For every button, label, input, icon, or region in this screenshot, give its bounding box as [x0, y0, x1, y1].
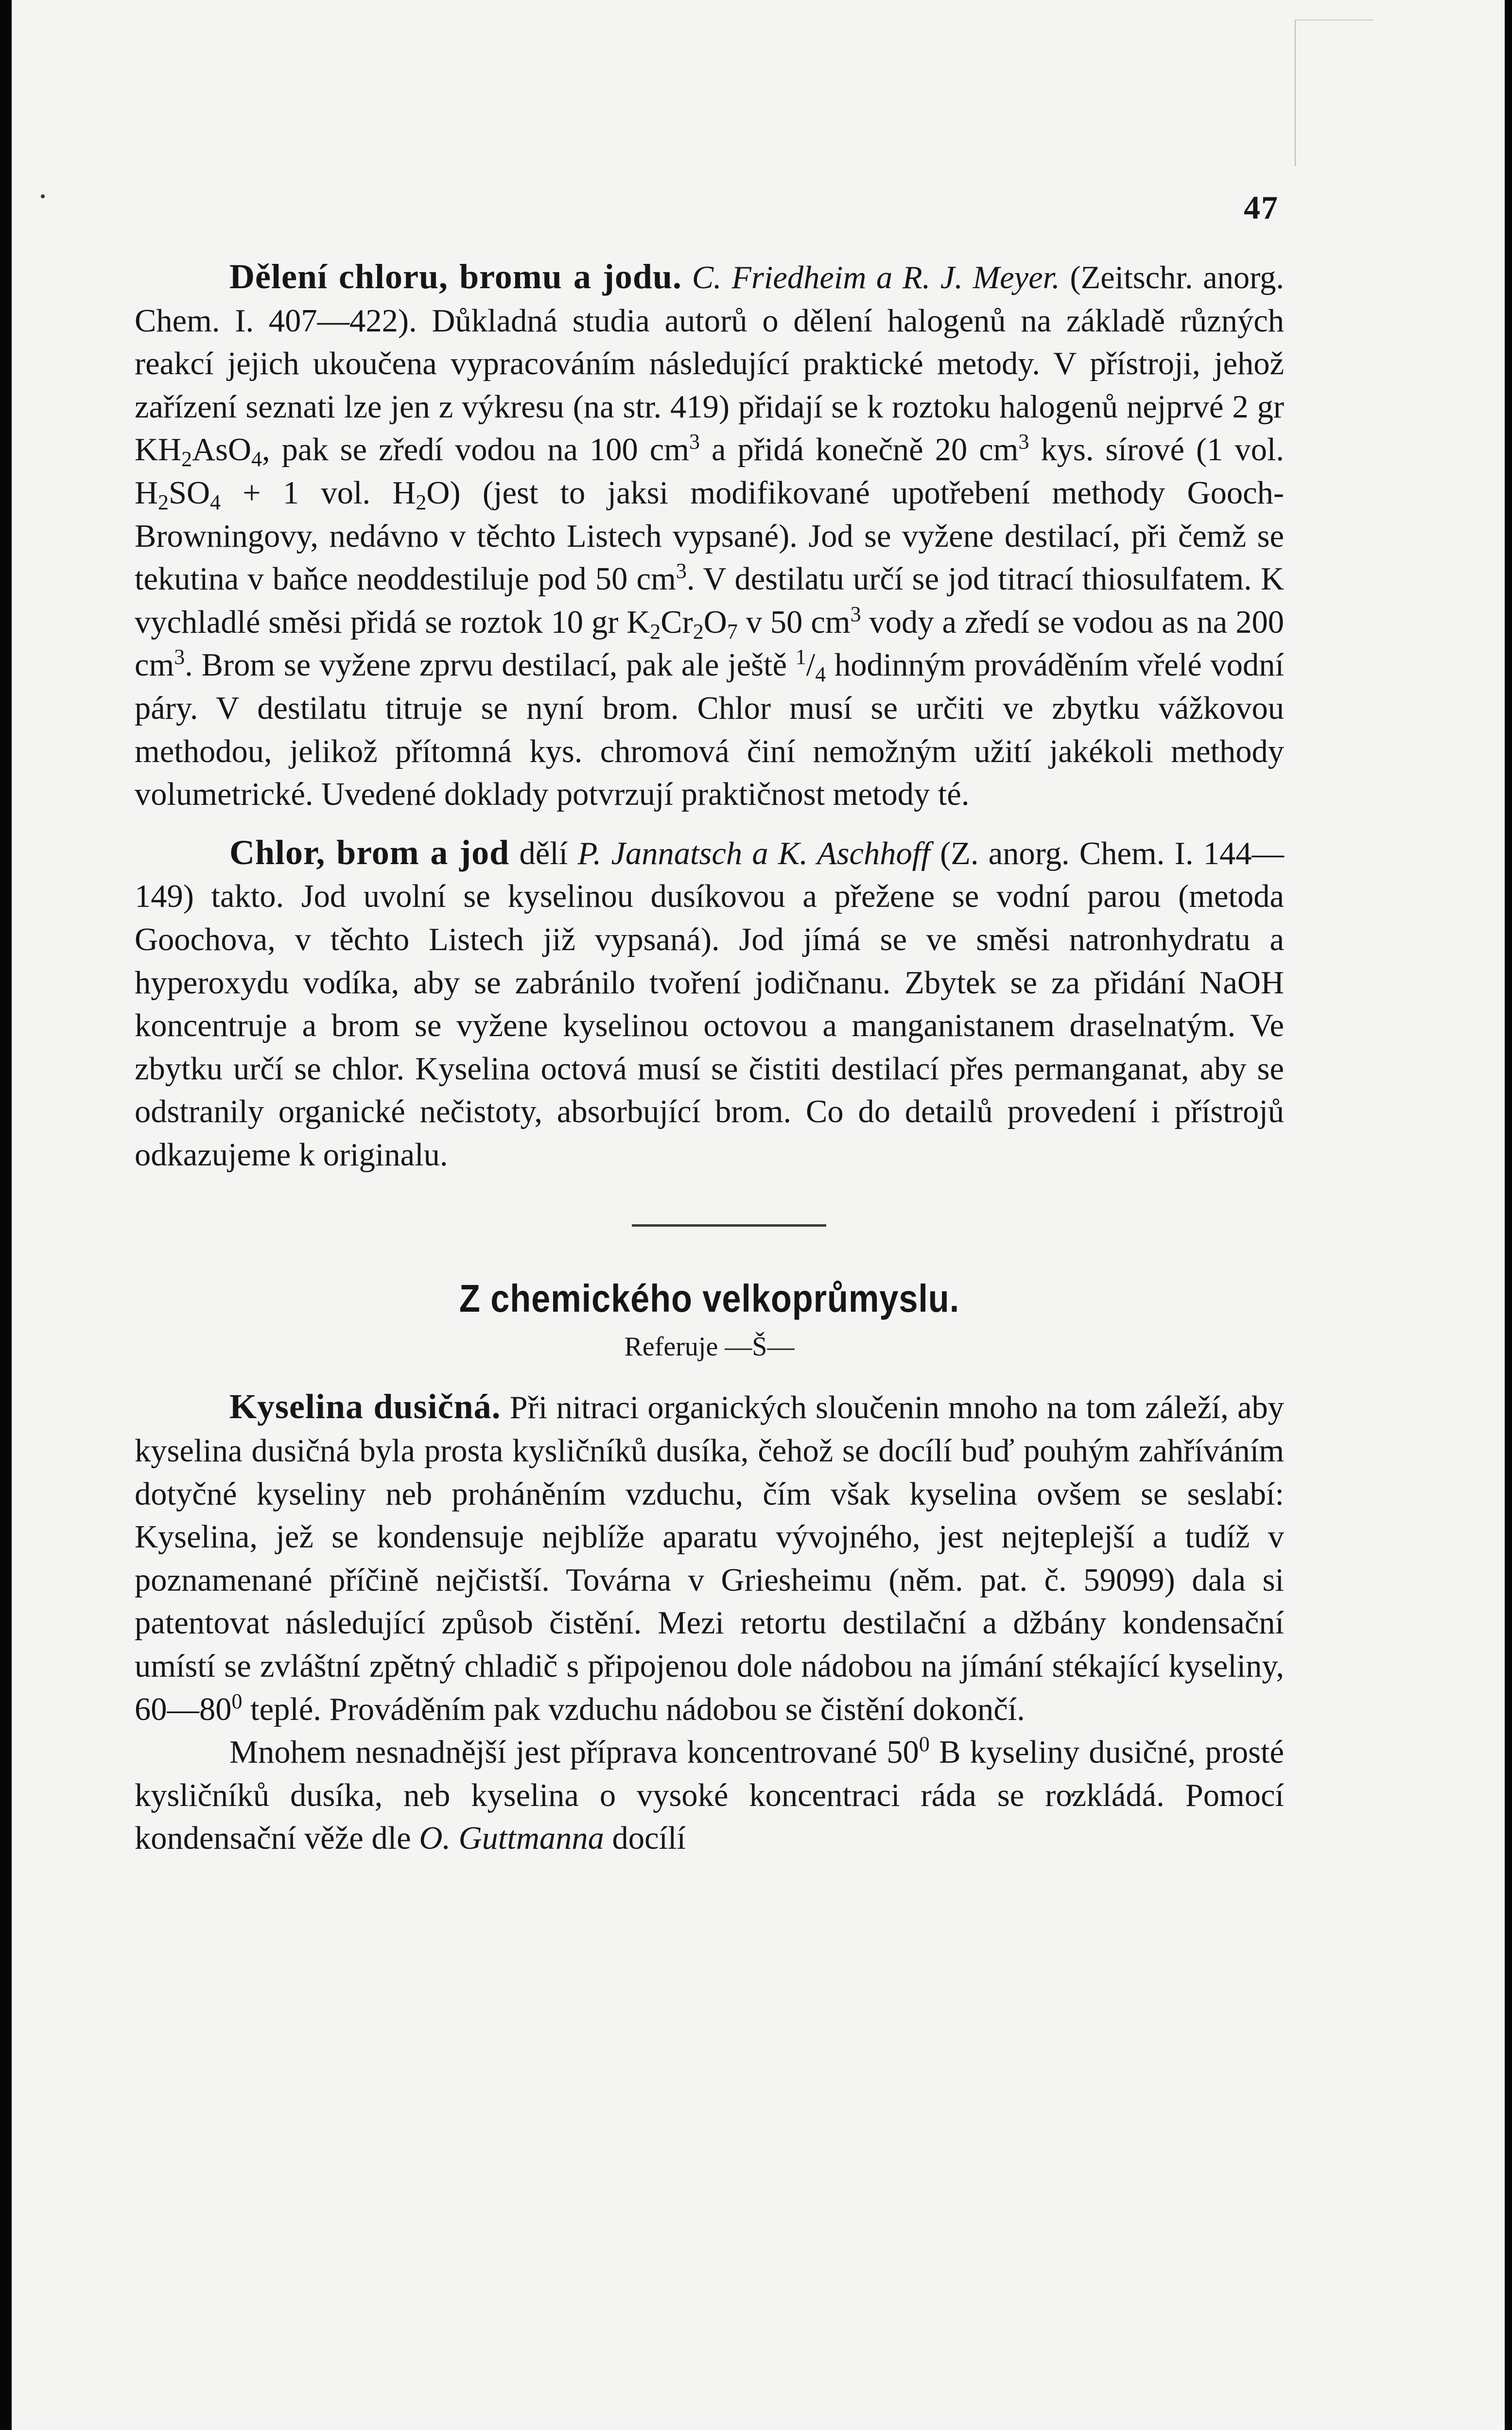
article-text: Při nitraci organických sloučenin mnoho na tom záleží, aby kyselina dusičná byla prosta kysličníků dusíka, čehož se docílí buď pouhým zahříváním dotyčné kyseliny neb proháněním vzduchu, čím však kyselina ovšem se seslabí: Kyselina, jež se kondensuje nejblíže aparatu vývojného, jest nejteplejší a tudíž v poznamenané příčině nejčistší. Továrna v Griesheimu (něm. pat. č. 59099) dala si patentovat následující způsob čistění. Mezi retortu destilační a džbány kondensační umístí se zvláštní zpětný chladič s připojenou dole nádobou na jímání stékající kyseliny, 60—80	[135, 1390, 1284, 1727]
article-text: O) (jest to jaksi modifikované upotřebení methody Gooch-Browningovy, nedávno v těchto Listech vypsané). Jod se vyžene destilací, při čemž se tekutina v baňce neoddestiluje pod 50 cm	[135, 475, 1284, 597]
subscript: 2	[693, 619, 704, 643]
degree-superscript: 0	[231, 1689, 243, 1713]
article-authors: O. Guttmanna	[419, 1821, 604, 1857]
article-text: . Brom se vyžene zprvu destilací, pak ale ještě	[185, 647, 796, 683]
article-text: O	[703, 604, 727, 640]
superscript: 3	[689, 430, 700, 454]
article-text: AsO	[192, 432, 251, 468]
article-jannatsch-aschhoff	[135, 831, 1284, 1177]
article-authors: P. Jannatsch a K. Aschhoff	[577, 835, 930, 871]
subscript: 2	[650, 619, 661, 643]
article-text: /	[806, 647, 816, 683]
subscript: 7	[727, 619, 738, 643]
subscript: 2	[416, 490, 427, 514]
article-text: kys. sírové (1 vol. H	[135, 432, 1284, 511]
superscript: 3	[850, 602, 861, 626]
article-text: hodinným prováděním vřelé vodní páry. V destilatu titruje se nyní brom. Chlor musí se určiti ve zbytku vážkovou methodou, jelikož přítomná kys. chromová činí nemožným užití jakékoli methody volumetrické. Uvedené doklady potvrzují praktičnost metody té.	[135, 647, 1284, 813]
article-text: docílí	[604, 1821, 686, 1857]
article-text: B kyseliny dusičné, prosté kysličníků dusíka, neb kyselina o vysoké koncentraci ráda se rozkládá. Pomocí kondensační věže dle	[135, 1735, 1284, 1857]
page-number: 47	[1244, 189, 1279, 226]
superscript: 3	[174, 645, 185, 669]
article-text: (Z. anorg. Chem. I. 144—149) takto. Jod uvolní se kyselinou dusíkovou a přežene se vodní parou (metoda Goochova, v těchto Listech již vypsaná). Jod jímá se ve směsi natronhydratu a hyperoxydu vodíka, aby se zabránilo tvoření jodičnanu. Zbytek se za přidání NaOH koncentruje a brom se vyžene kyselinou octovou a manganistanem draselnatým. Ve zbytku určí se chlor. Kyselina octová musí se čistiti destilací přes permanganat, aby se odstranily organické nečistoty, absorbující brom. Co do detailů provedení i přístrojů odkazujeme k originalu.	[135, 835, 1285, 1173]
margin-scribble	[1295, 19, 1373, 166]
superscript: 1	[795, 645, 806, 669]
article-text: Cr	[660, 604, 693, 640]
article-text: + 1 vol. H	[221, 475, 416, 511]
article-text: v 50 cm	[737, 604, 851, 640]
article-title-nitric-acid: Kyselina dusičná.	[229, 1387, 501, 1426]
article-title-division: Dělení chloru, bromu a jodu.	[229, 257, 682, 296]
subscript: 2	[158, 490, 169, 514]
article-friedheim-meyer	[135, 255, 1284, 816]
article-text: SO	[169, 475, 210, 511]
subscript: 2	[181, 447, 192, 471]
article-text: dělí	[509, 835, 578, 871]
scanned-page	[12, 0, 1505, 2430]
article-nitric-acid	[135, 1385, 1284, 1731]
subscript: 4	[815, 662, 826, 687]
superscript: 3	[1018, 430, 1029, 454]
paragraph-concentrated-acid	[135, 1731, 1284, 1860]
section-title: Z chemického velkoprůmyslu.	[459, 1277, 960, 1320]
article-text: . V destilatu určí se jod titrací thiosulfatem. K vychladlé směsi přidá se roztok 10 gr K	[135, 561, 1284, 640]
ink-speck	[41, 194, 45, 198]
section-referee: Referuje —Š—	[624, 1332, 795, 1362]
page-body	[135, 255, 1284, 1860]
subscript: 4	[210, 490, 221, 514]
article-text: a přidá konečně 20 cm	[699, 432, 1019, 468]
subscript: 4	[251, 447, 262, 471]
section-divider	[632, 1224, 826, 1227]
article-authors: C. Friedheim a R. J. Meyer.	[692, 260, 1060, 295]
article-text: (Zeitschr. anorg. Chem. I. 407—422). Důkladná studia autorů o dělení halogenů na základě různých reakcí jejich ukoučena vypracováním následující praktické metody. V přístroji, jehož zařízení seznati lze jen z výkresu (na str. 419) přidají se k roztoku halogenů nejprvé 2 gr KH	[135, 260, 1284, 468]
article-text: Mnohem nesnadnější jest příprava koncentrované 50	[229, 1735, 919, 1770]
degree-superscript: 0	[919, 1732, 930, 1756]
article-text: vody a zředí se vodou as na 200 cm	[135, 604, 1284, 683]
superscript: 3	[676, 559, 687, 583]
article-title-chlor: Chlor, brom a jod	[229, 833, 510, 872]
article-text: , pak se zředí vodou na 100 cm	[262, 432, 689, 468]
article-text: teplé. Prováděním pak vzduchu nádobou se čistění dokončí.	[242, 1691, 1025, 1727]
